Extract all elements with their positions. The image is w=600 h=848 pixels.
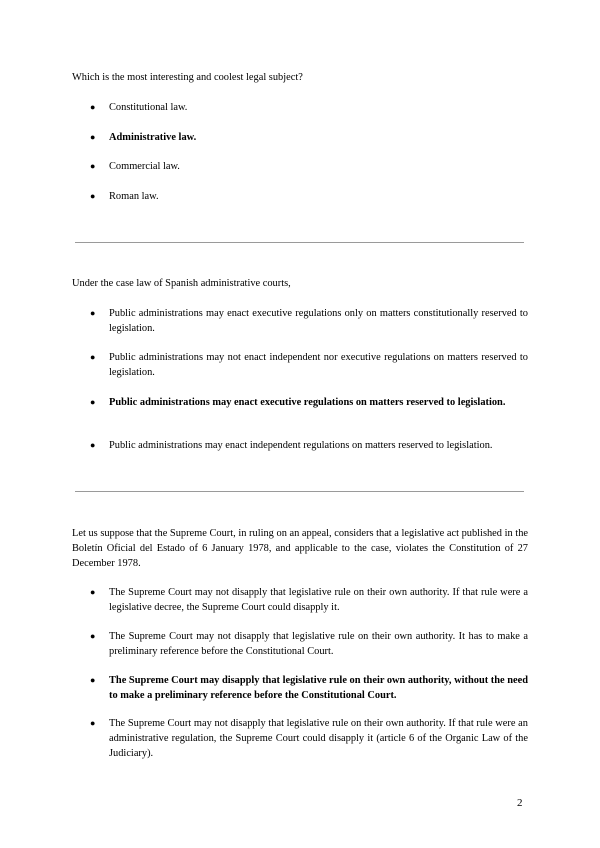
option-text: The Supreme Court may not disapply that legislative rule on their own authority. If that rule were a legislative decree, the Supreme Court could disapply it.: [109, 587, 528, 613]
option-text: Public administrations may not enact independent nor executive regulations on matters reserved to legislation.: [109, 352, 528, 378]
question-2-option-1: [90, 306, 528, 336]
bullet-icon: ●: [90, 397, 96, 407]
bullet-icon: ●: [90, 631, 96, 641]
option-text: Constitutional law.: [109, 102, 188, 113]
horizontal-divider: [75, 491, 524, 492]
option-text: Public administrations may enact executive regulations only on matters constitutionally reserved to legislation.: [109, 308, 528, 334]
question-1-option-4: [90, 189, 528, 204]
option-text: Public administrations may enact independent regulations on matters reserved to legislation.: [109, 440, 493, 451]
option-text: Roman law.: [109, 191, 159, 202]
option-text-correct: Administrative law.: [109, 132, 197, 143]
option-text-correct: The Supreme Court may disapply that legislative rule on their own authority, without the need to make a preliminary reference before the Constitutional Court.: [109, 675, 529, 701]
question-3-option-4: [90, 716, 528, 761]
bullet-icon: ●: [90, 587, 96, 597]
question-1-option-1: [90, 100, 528, 115]
bullet-icon: ●: [90, 675, 96, 685]
question-1-option-3: [90, 159, 528, 174]
question-1-option-2: [90, 130, 528, 145]
bullet-icon: ●: [90, 718, 96, 728]
question-1-prompt: Which is the most interesting and coolest legal subject?: [72, 72, 303, 83]
question-3-option-3: [90, 673, 528, 703]
option-text-correct: Public administrations may enact executive regulations on matters reserved to legislation.: [109, 397, 506, 408]
bullet-icon: ●: [90, 161, 96, 171]
page-number: 2: [517, 797, 523, 809]
bullet-icon: ●: [90, 132, 96, 142]
option-text: Commercial law.: [109, 161, 180, 172]
option-text: The Supreme Court may not disapply that legislative rule on their own authority. It has to make a preliminary reference before the Constitutional Court.: [109, 631, 528, 657]
question-2-option-2: [90, 350, 528, 380]
question-2-option-3: [90, 395, 528, 410]
question-3-option-2: [90, 629, 528, 659]
option-text: The Supreme Court may not disapply that legislative rule on their own authority. If that rule were an administrative regulation, the Supreme Court could disapply it (article 6 of the Organic Law of the Judiciary).: [109, 718, 528, 759]
bullet-icon: ●: [90, 102, 96, 112]
bullet-icon: ●: [90, 352, 96, 362]
question-3-option-1: [90, 585, 528, 615]
horizontal-divider: [75, 242, 524, 243]
bullet-icon: ●: [90, 308, 96, 318]
bullet-icon: ●: [90, 440, 96, 450]
question-2-prompt: Under the case law of Spanish administrative courts,: [72, 278, 291, 289]
bullet-icon: ●: [90, 191, 96, 201]
question-2-option-4: [90, 438, 528, 453]
question-3-prompt: Let us suppose that the Supreme Court, in ruling on an appeal, considers that a legislative act published in the Boletín Oficial del Estado of 6 January 1978, and applicable to the case, violates the Constitution of 27 December 1978.: [72, 528, 528, 569]
